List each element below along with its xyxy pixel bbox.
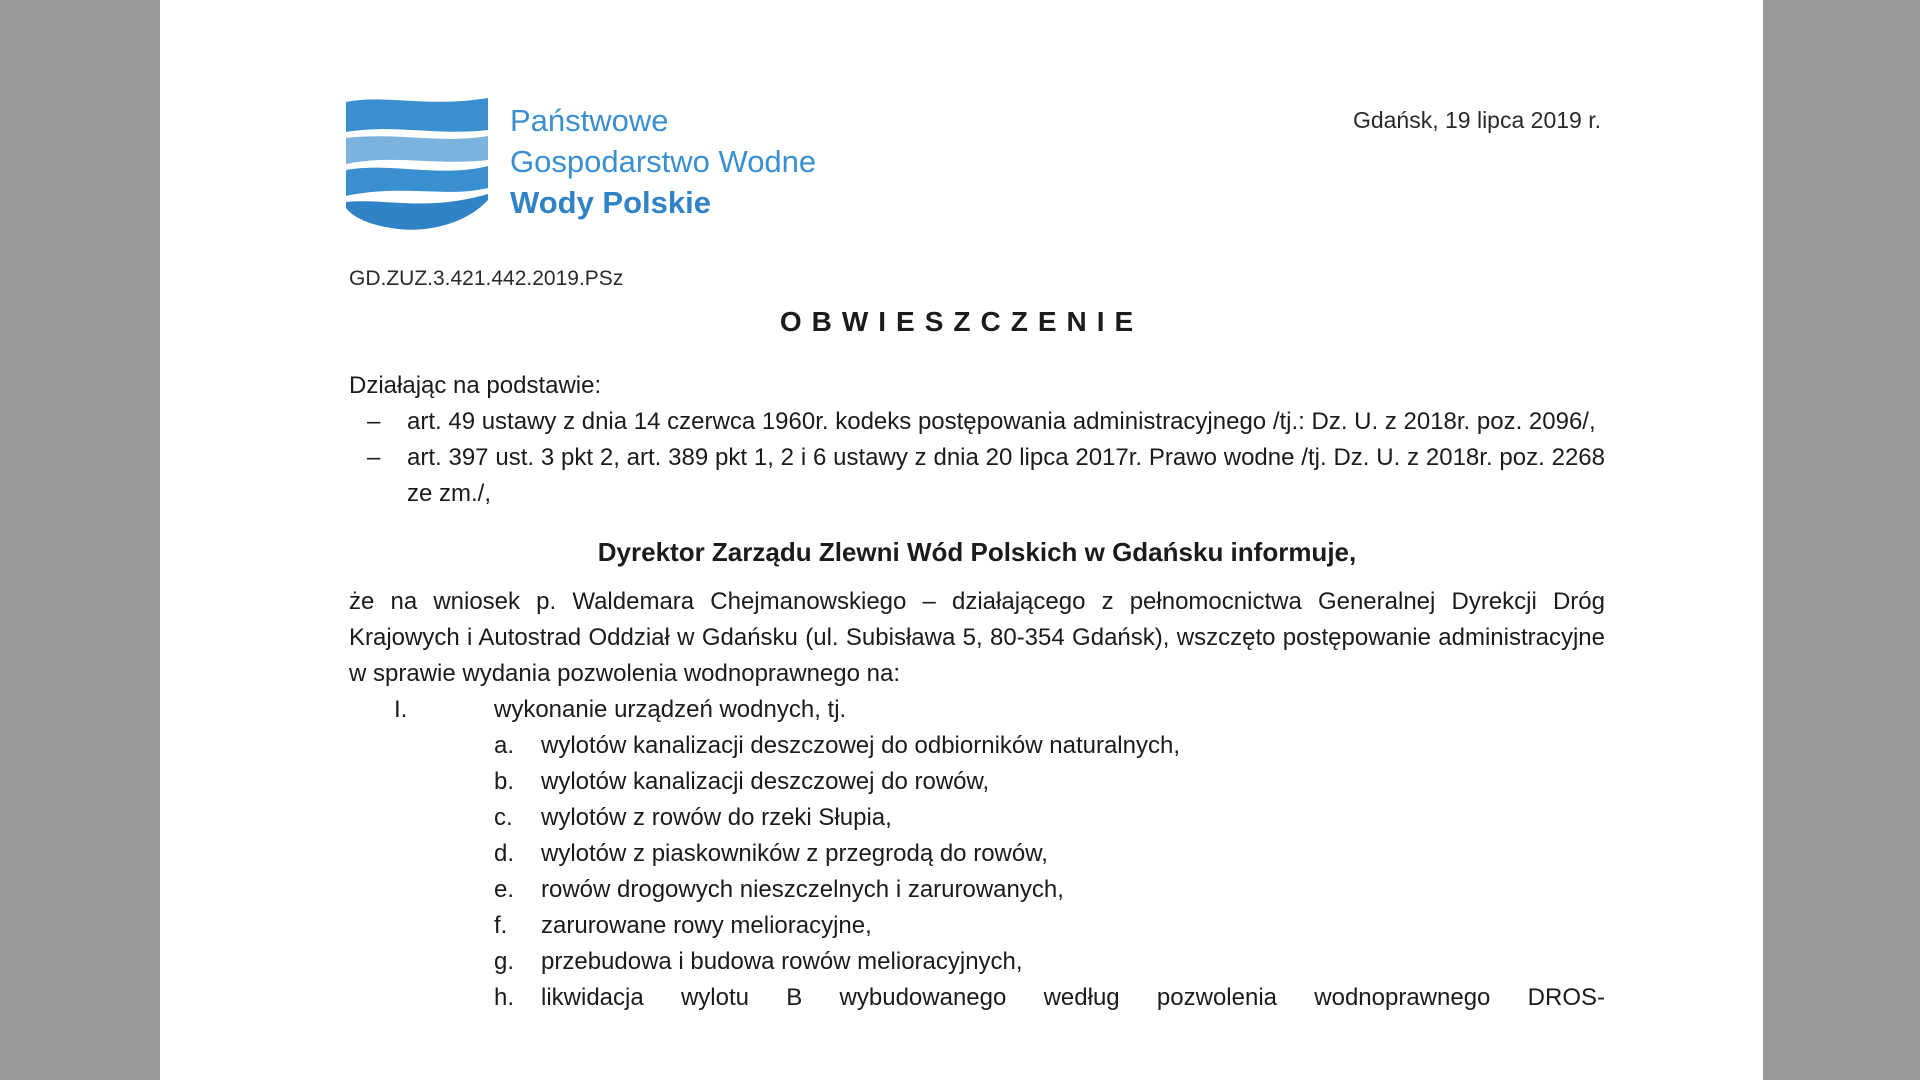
sub-list-item bbox=[349, 836, 1605, 872]
item-letter: g. bbox=[494, 948, 515, 975]
item-text: przebudowa i budowa rowów melioracyjnych, bbox=[541, 948, 1023, 975]
item-text: rowów drogowych nieszczelnych i zarurowanych, bbox=[541, 876, 1064, 903]
sub-list-item bbox=[349, 800, 1605, 836]
main-paragraph: że na wniosek p. Waldemara Chejmanowskiego – działającego z pełnomocnictwa Generalnej Dyrekcji Dróg Krajowych i Autostrad Oddział w Gdańsku (ul. Subisława 5, 80-354 Gdańsk), wszczęto postępowanie administracyjne w sprawie wydania pozwolenia wodnoprawnego na: bbox=[349, 588, 1605, 687]
sub-list-item bbox=[349, 944, 1605, 980]
sub-list-item bbox=[349, 908, 1605, 944]
document-page bbox=[160, 0, 1763, 1080]
legal-basis-text: art. 397 ust. 3 pkt 2, art. 389 pkt 1, 2 i 6 ustawy z dnia 20 lipca 2017r. Prawo wodne /tj. Dz. U. z 2018r. poz. 2268 ze zm./, bbox=[407, 444, 1605, 507]
item-text: likwidacja wylotu B wybudowanego według pozwolenia wodnoprawnego DROS- bbox=[541, 984, 1605, 1011]
logo-line-1: Państwowe bbox=[510, 103, 669, 138]
waves-shield-icon bbox=[346, 94, 488, 234]
dash-marker: – bbox=[367, 408, 381, 435]
item-text: wylotów z rowów do rzeki Słupia, bbox=[541, 804, 892, 831]
item-text: wylotów z piaskowników z przegrodą do rowów, bbox=[541, 840, 1048, 867]
logo-line-2: Gospodarstwo Wodne bbox=[510, 144, 817, 179]
logo-line-3: Wody Polskie bbox=[510, 185, 711, 220]
item-letter: f. bbox=[494, 912, 508, 939]
item-text: zarurowane rowy melioracyjne, bbox=[541, 912, 872, 939]
item-letter: a. bbox=[494, 732, 515, 759]
item-letter: d. bbox=[494, 840, 515, 867]
sub-list-item bbox=[349, 728, 1605, 764]
legal-basis-item bbox=[349, 440, 1605, 512]
document-title: OBWIESZCZENIE bbox=[779, 306, 1144, 337]
sub-list-item bbox=[349, 872, 1605, 908]
legal-basis-text: art. 49 ustawy z dnia 14 czerwca 1960r. kodeks postępowania administracyjnego /tj.: Dz. U. z 2018r. poz. 2096/, bbox=[407, 408, 1596, 435]
legal-basis-item bbox=[349, 404, 1605, 440]
item-text: wylotów kanalizacji deszczowej do odbiorników naturalnych, bbox=[541, 732, 1180, 759]
logo-text bbox=[510, 100, 816, 223]
document-date: Gdańsk, 19 lipca 2019 r. bbox=[1352, 107, 1601, 133]
roman-item-text: wykonanie urządzeń wodnych, tj. bbox=[494, 696, 847, 723]
intro-text: Działając na podstawie: bbox=[349, 372, 602, 399]
item-letter: h. bbox=[494, 984, 515, 1011]
item-letter: c. bbox=[494, 804, 513, 831]
roman-list-item bbox=[349, 692, 1605, 728]
sub-list-item bbox=[349, 764, 1605, 800]
reference-number: GD.ZUZ.3.421.442.2019.PSz bbox=[349, 267, 624, 290]
sub-list-item bbox=[349, 980, 1605, 1016]
item-letter: b. bbox=[494, 768, 515, 795]
section-heading: Dyrektor Zarządu Zlewni Wód Polskich w Gdańsku informuje, bbox=[597, 537, 1357, 567]
item-letter: e. bbox=[494, 876, 515, 903]
dash-marker: – bbox=[367, 444, 381, 471]
roman-number: I. bbox=[394, 696, 408, 723]
item-text: wylotów kanalizacji deszczowej do rowów, bbox=[541, 768, 990, 795]
document-body bbox=[349, 368, 1605, 1016]
